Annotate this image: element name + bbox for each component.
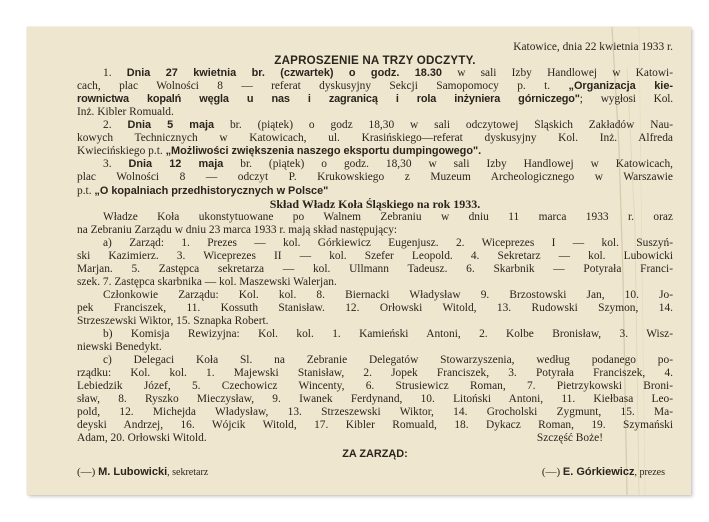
delegates-line-7: Adam, 20. Orłowski Witold.	[77, 432, 207, 445]
date-line: Katowice, dnia 22 kwietnia 1933 r.	[513, 41, 673, 53]
lecture-2-line-1: 2. Dnia 5 maja br. (piątek) o godz 18,30 w sali odczytowej Śląskich Zakładów Nau-	[103, 119, 673, 132]
audit-line-1: b) Komisja Rewizyjna: Kol. kol. 1. Kamieński Antoni, 2. Kolbe Bronisław, 3. Wisz-	[103, 328, 673, 341]
delegates-last-line	[77, 432, 673, 445]
document-text	[77, 41, 673, 479]
signatures	[77, 466, 673, 479]
delegates-line-5: pold, 12. Michejda Władysław, 13. Strzeszewski Wiktor, 14. Grocholski Zygmunt, 15. Ma-	[77, 406, 673, 419]
board-intro-2: na Zebraniu Zarządu w dniu 23 marca 1933 r. mają skład następujący:	[77, 223, 398, 236]
management-line-3: Marjan. 5. Zastępca sekretarza — kol. Ullmann Tadeusz. 6. Skarbnik — Potyrała Franci-	[77, 262, 673, 275]
lecture-1-line-2: cach, plac Wolności 8 — referat dyskusyjny Sekcji Samopomocy p. t. „Organizacja kie-	[77, 80, 673, 93]
delegates-line-3: Lebiedzik Józef, 5. Czechowicz Wincenty, 6. Strusiewicz Roman, 7. Pietrzykowski Broni-	[77, 380, 673, 393]
lecture-1-line-3: rownictwa kopalń węgla u nas i zagranicą i rola inżyniera górniczego"; wygłosi Kol.	[77, 93, 673, 106]
members-line-2: pek Franciszek, 11. Kossuth Stanisław. 12. Orłowski Witold, 13. Rudowski Szymon, 14.	[77, 301, 673, 314]
members-line-1: Członkowie Zarządu: Kol. kol. 8. Biernacki Władysław 9. Brzostowski Jan, 10. Jo-	[103, 288, 673, 301]
audit-line-2: niewski Benedykt.	[77, 341, 162, 354]
greeting: Szczęść Boże!	[536, 432, 603, 445]
delegates-line-4: sław, 8. Ryszko Mieczysław, 9. Iwanek Ferdynand, 10. Litoński Antoni, 11. Kiełbasa Leo-	[77, 393, 673, 406]
lecture-3-line-2: plac Wolności 8 — odczyt P. Krukowskiego z Muzeum Archeologicznego w Warszawie	[77, 171, 673, 184]
lecture-2-line-3: Kwiecińskiego p.t. „Możliwości zwiększenia naszego eksportu dumpingowego".	[77, 145, 482, 158]
board-heading: Skład Władz Koła Śląskiego na rok 1933.	[269, 197, 481, 211]
signature-president: (—) E. Górkiewicz, prezes	[541, 465, 665, 478]
lecture-1-line-1: 1. Dnia 27 kwietnia br. (czwartek) o godz. 18.30 w sali Izby Handlowej w Katowi-	[103, 67, 673, 80]
members-line-3: Strzeszewski Wiktor, 15. Sznapka Robert.	[77, 314, 269, 327]
invitation-card	[27, 27, 691, 495]
delegates-line-1: c) Delegaci Koła Śl. na Zebranie Delegatów Stowarzyszenia, według podanego po-	[103, 354, 673, 367]
lecture-3-line-3: p.t. „O kopalniach przedhistorycznych w Polsce"	[77, 184, 329, 197]
invitation-title: ZAPROSZENIE NA TRZY ODCZYTY.	[274, 54, 476, 68]
management-line-2: ski Kazimierz. 3. Wiceprezes II — kol. Szefer Leopold. 4. Sekretarz — kol. Lubowicki	[77, 249, 673, 262]
management-line-4: szek. 7. Zastępca skarbnika — kol. Maszewski Walerjan.	[77, 275, 337, 288]
lecture-2-line-2: kowych Technicznych w Katowicach, ul. Krasińskiego—referat dyskusyjny Kol. Inż. Alfreda	[77, 132, 673, 145]
delegates-line-6: deyski Andrzej, 16. Wójcik Witold, 17. Kibler Romuald, 18. Dykacz Roman, 19. Szymański	[77, 419, 673, 432]
board-intro-1: Władze Koła ukonstytuowane po Walnem Zebraniu w dniu 11 marca 1933 r. oraz	[103, 210, 673, 223]
za-zarzad-heading: ZA ZARZĄD:	[342, 448, 408, 461]
delegates-line-2: rządku: Kol. kol. 1. Majewski Stanisław, 2. Jopek Franciszek, 3. Potyrała Franciszek, 4.	[77, 367, 673, 380]
lecture-1-line-4: Inż. Kibler Romuald.	[77, 106, 174, 119]
lecture-3-line-1: 3. Dnia 12 maja br. (piątek) o godz. 18,30 w sali Izby Handlowej w Katowicach,	[103, 158, 673, 171]
management-line-1: a) Zarząd: 1. Prezes — kol. Górkiewicz Eugenjusz. 2. Wiceprezes I — kol. Suszyń-	[103, 236, 673, 249]
signature-secretary: (—) M. Lubowicki, sekretarz	[77, 465, 209, 478]
